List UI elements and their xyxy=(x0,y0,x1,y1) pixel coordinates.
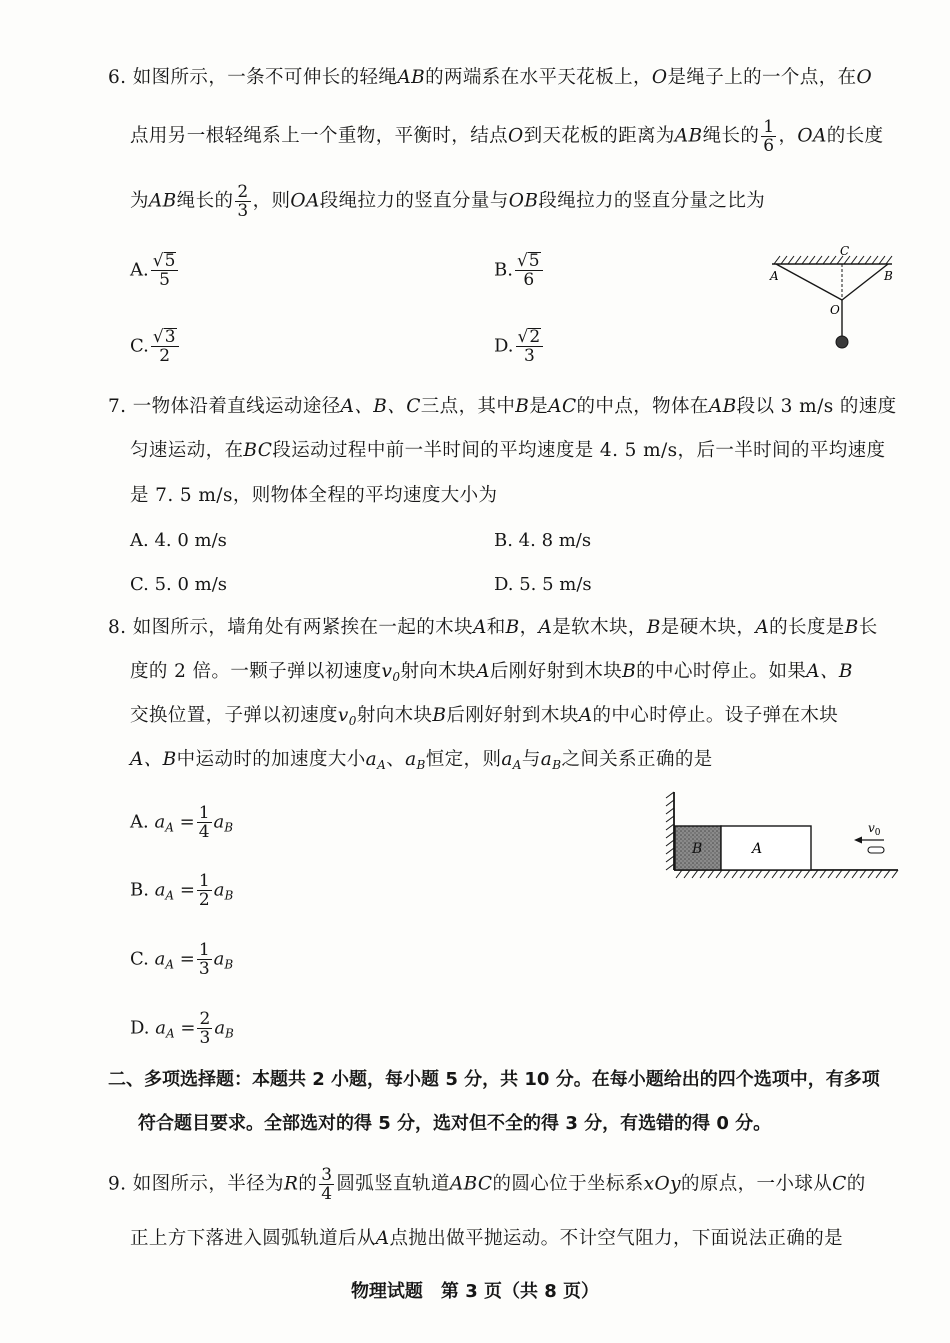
q8-option-c[interactable] xyxy=(130,941,233,978)
q8-text: 交换位置，子弹以初速度 xyxy=(130,705,338,726)
option-label: C. xyxy=(130,948,149,970)
q8-line-4 xyxy=(130,748,713,777)
option-label: B. xyxy=(130,879,149,901)
q8-text: 、 xyxy=(386,749,406,770)
equals-sign: = xyxy=(180,1017,196,1039)
q6-var: OA xyxy=(290,190,320,212)
q6-text: 是绳子上的一个点，在 xyxy=(667,67,857,88)
option-subscript: B xyxy=(224,888,234,903)
fraction-numerator: 3 xyxy=(321,1165,333,1185)
label-o: O xyxy=(830,303,840,317)
rope-oa xyxy=(776,264,842,300)
q7-line-1 xyxy=(108,395,897,419)
q8-text: 的长度是 xyxy=(769,617,845,638)
q6-text: 绳长的 xyxy=(702,125,760,147)
wall-hatch xyxy=(666,792,674,870)
page-footer: 物理试题 第 3 页（共 8 页） xyxy=(350,1281,600,1302)
option-subscript: A xyxy=(165,888,175,903)
fraction xyxy=(197,872,212,909)
block-a-label: A xyxy=(752,841,763,857)
fraction-numerator: 1 xyxy=(763,117,775,137)
sqrt-sign-icon: √ xyxy=(152,251,164,271)
fraction xyxy=(761,118,776,155)
section2-heading-line-1: 二、多项选择题：本题共 2 小题，每小题 5 分，共 10 分。在每小题给出的四个选项中，有多项 xyxy=(108,1069,880,1090)
fraction xyxy=(515,252,543,289)
fraction-denominator: 4 xyxy=(321,1184,333,1204)
fraction-denominator: 2 xyxy=(198,890,210,910)
fraction xyxy=(197,804,212,841)
fraction xyxy=(197,941,212,978)
sqrt-content: 5 xyxy=(164,251,176,271)
q9-text: 的 xyxy=(298,1173,318,1195)
q9-text: 的圆心位于坐标系 xyxy=(492,1173,644,1195)
q6-option-c[interactable] xyxy=(130,328,181,365)
q8-text: 中运动时的加速度大小 xyxy=(176,749,366,770)
fraction-denominator: 3 xyxy=(198,959,210,979)
sqrt-sign-icon: √ xyxy=(152,327,164,347)
q6-var: O xyxy=(856,67,873,88)
q8-text: 是硬木块， xyxy=(660,617,756,638)
option-label: C. xyxy=(130,335,149,357)
q8-text: 射向木块 xyxy=(356,705,433,726)
section2-heading-line-2: 符合题目要求。全部选对的得 5 分，选对但不全的得 3 分，有选错的得 0 分。 xyxy=(138,1113,772,1134)
sqrt-content: 2 xyxy=(529,327,541,347)
q8-var: B xyxy=(432,705,447,726)
bullet-icon xyxy=(868,847,884,853)
q8-text: 和 xyxy=(486,617,506,638)
q8-text: 度的 2 倍。一颗子弹以初速度 xyxy=(130,661,382,682)
q6-rope-figure xyxy=(760,238,900,358)
q9-var: R xyxy=(283,1173,299,1195)
q6-option-a[interactable] xyxy=(130,252,180,289)
option-label: D. xyxy=(130,1017,150,1039)
q6-var: AB xyxy=(674,125,703,147)
fraction xyxy=(151,252,179,289)
q8-text: 与 xyxy=(521,749,541,770)
option-label: A. xyxy=(130,259,149,281)
fraction-denominator: 3 xyxy=(523,346,535,366)
fraction-numerator: 1 xyxy=(198,803,210,823)
sqrt xyxy=(518,328,542,346)
q8-text: ， xyxy=(519,617,539,638)
q8-var: a xyxy=(405,749,417,770)
q7-var: AB xyxy=(708,396,737,417)
q7-line-3 xyxy=(130,484,497,508)
q9-text: 9. 如图所示，半径为 xyxy=(108,1173,284,1195)
fraction-numerator: 2 xyxy=(237,182,249,202)
q9-text: 的 xyxy=(846,1173,866,1195)
sqrt-sign-icon: √ xyxy=(517,327,529,347)
fraction-denominator: 3 xyxy=(237,201,249,221)
q7-text: 的中点，物体在 xyxy=(576,396,709,417)
q8-line-3 xyxy=(130,704,838,733)
q8-text: 后刚好射到木块 xyxy=(446,705,579,726)
q7-text: 7. 一物体沿着直线运动途径 xyxy=(108,396,341,417)
fraction-numerator: 2 xyxy=(199,1009,211,1029)
q8-var: B xyxy=(844,617,859,638)
q7-option-a[interactable]: A. 4. 0 m/s xyxy=(130,530,227,551)
fraction xyxy=(197,1010,212,1047)
q8-subscript: 0 xyxy=(348,714,357,728)
q7-option-b[interactable]: B. 4. 8 m/s xyxy=(494,530,592,551)
q6-var: OA xyxy=(797,125,827,147)
q8-var: a xyxy=(365,749,378,770)
q8-var: A xyxy=(578,705,593,726)
q6-var: OB xyxy=(508,190,539,212)
equals-sign: = xyxy=(179,811,195,833)
fraction-numerator xyxy=(515,252,543,271)
q7-text: 段运动过程中前一半时间的平均速度是 4. 5 m/s，后一半时间的平均速度 xyxy=(272,440,886,461)
fraction-numerator xyxy=(151,252,179,271)
sqrt-sign-icon: √ xyxy=(516,251,528,271)
option-label: A. xyxy=(130,811,149,833)
option-var: a xyxy=(214,1017,226,1039)
option-subscript: B xyxy=(225,1026,234,1041)
q8-text: 后刚好射到木块 xyxy=(489,661,623,682)
q8-subscript: A xyxy=(512,758,522,772)
block-a xyxy=(721,826,811,870)
fraction-numerator: 1 xyxy=(198,871,210,891)
option-var: a xyxy=(213,811,225,833)
q9-text: 圆弧竖直轨道 xyxy=(336,1173,450,1195)
q8-text: 8. 如图所示，墙角处有两紧挨在一起的木块 xyxy=(108,617,473,638)
option-subscript: B xyxy=(224,820,234,835)
q7-option-d[interactable]: D. 5. 5 m/s xyxy=(494,574,592,595)
q8-blocks-figure xyxy=(664,790,900,884)
fraction-numerator xyxy=(516,328,544,347)
q6-option-d[interactable] xyxy=(494,328,545,365)
q8-text: 是软木块， xyxy=(552,617,647,638)
q8-text: 的中心时停止。设子弹在木块 xyxy=(592,705,839,726)
q9-line-2 xyxy=(130,1227,843,1251)
q8-var: A xyxy=(476,661,490,682)
q8-var: v xyxy=(381,661,393,682)
fraction-numerator xyxy=(151,328,179,347)
fraction xyxy=(235,183,250,220)
option-label: B. xyxy=(494,259,513,281)
sqrt-content: 3 xyxy=(164,327,176,347)
q7-var: B xyxy=(515,396,530,417)
q7-var: AC xyxy=(548,396,577,417)
q8-subscript: B xyxy=(552,758,562,772)
option-label: D. xyxy=(494,335,514,357)
q8-var: A xyxy=(472,617,487,638)
q7-line-2 xyxy=(130,439,885,463)
q8-var: a xyxy=(501,749,513,770)
q7-var: A、B、C xyxy=(340,396,421,417)
q6-text: 段绳拉力的竖直分量之比为 xyxy=(538,190,766,212)
q8-option-b[interactable] xyxy=(130,872,233,909)
q7-text: 是 7. 5 m/s，则物体全程的平均速度大小为 xyxy=(130,485,498,506)
q6-line-2 xyxy=(130,118,883,155)
option-subscript: A xyxy=(165,957,174,972)
fraction xyxy=(151,328,179,365)
q6-var: AB xyxy=(148,190,177,212)
q7-text: 段以 3 m/s 的速度 xyxy=(736,396,897,417)
q8-option-d[interactable] xyxy=(130,1010,234,1047)
q8-text: 恒定，则 xyxy=(425,749,502,770)
ceiling-hatch xyxy=(774,256,892,264)
q8-text: 的中心时停止。如果 xyxy=(636,661,807,682)
q7-option-c[interactable]: C. 5. 0 m/s xyxy=(130,574,228,595)
sqrt xyxy=(517,252,541,270)
q7-text: 是 xyxy=(529,396,549,417)
q8-var: v xyxy=(337,705,349,726)
q8-line-2 xyxy=(130,660,853,689)
floor-hatch xyxy=(676,870,898,878)
q6-var: AB xyxy=(397,67,426,88)
block-b-label: B xyxy=(692,841,703,857)
option-var: a xyxy=(213,879,225,901)
fraction xyxy=(319,1166,334,1203)
q8-text: 之间关系正确的是 xyxy=(561,749,713,770)
q9-text: 正上方下落进入圆弧轨道后从 xyxy=(130,1228,376,1249)
q9-var: xOy xyxy=(643,1173,681,1195)
q7-text: 匀速运动，在 xyxy=(130,440,244,461)
velocity-label: $v_0$ xyxy=(868,821,881,838)
q6-text: 为 xyxy=(130,190,149,212)
q9-text: 点抛出做平抛运动。不计空气阻力，下面说法正确的是 xyxy=(389,1228,844,1249)
q8-subscript: A xyxy=(377,758,387,772)
fraction-denominator: 2 xyxy=(159,346,171,366)
label-b: B xyxy=(884,269,893,283)
q8-text: 长 xyxy=(858,617,878,638)
q6-text: ，则 xyxy=(252,190,291,212)
q8-var: A xyxy=(538,617,553,638)
q7-var: BC xyxy=(243,440,273,461)
q8-var: A、B xyxy=(806,661,853,682)
sqrt xyxy=(153,252,177,270)
q9-var: C xyxy=(832,1173,847,1195)
option-subscript: A xyxy=(165,1026,175,1041)
fraction-denominator: 4 xyxy=(198,822,210,842)
q6-text: 点用另一根轻绳系上一个重物，平衡时，结点 xyxy=(130,125,509,147)
q9-line-1 xyxy=(108,1166,866,1203)
option-var: a xyxy=(155,1017,166,1039)
q6-option-b[interactable] xyxy=(494,252,545,289)
q9-var: A xyxy=(375,1228,390,1249)
fraction-denominator: 6 xyxy=(523,270,535,290)
equals-sign: = xyxy=(179,879,195,901)
label-c: C xyxy=(840,244,850,258)
option-var: a xyxy=(154,811,166,833)
rope-ob xyxy=(842,264,888,300)
q6-text: 的长度 xyxy=(826,125,884,147)
q6-var: O xyxy=(651,67,668,88)
q9-var: ABC xyxy=(449,1173,493,1195)
q8-var: B xyxy=(622,661,637,682)
q8-var: A、B xyxy=(130,749,177,770)
label-a: A xyxy=(770,269,779,283)
q6-text: 段绳拉力的竖直分量与 xyxy=(319,190,509,212)
option-var: a xyxy=(154,879,166,901)
q8-subscript: 0 xyxy=(392,670,401,684)
fraction-numerator: 1 xyxy=(198,940,210,960)
q9-text: 的原点，一小球从 xyxy=(680,1173,833,1195)
velocity-arrowhead-icon xyxy=(854,837,862,844)
q6-line-3 xyxy=(130,183,765,220)
fraction xyxy=(516,328,544,365)
q8-var: B xyxy=(646,617,661,638)
q8-option-a[interactable] xyxy=(130,804,233,841)
q6-text: ， xyxy=(778,125,798,147)
option-var: a xyxy=(154,948,166,970)
q6-text: 6. 如图所示，一条不可伸长的轻绳 xyxy=(108,67,398,88)
q6-text: 的两端系在水平天花板上， xyxy=(425,67,652,88)
q6-text: 到天花板的距离为 xyxy=(523,125,675,147)
q6-line-1 xyxy=(108,66,872,90)
q8-var: B xyxy=(505,617,520,638)
q8-var: a xyxy=(540,749,553,770)
option-var: a xyxy=(213,948,225,970)
q8-var: A xyxy=(755,617,770,638)
q6-var: O xyxy=(508,125,524,147)
q7-text: 三点，其中 xyxy=(420,396,516,417)
weight-ball-icon xyxy=(836,336,848,348)
fraction-denominator: 3 xyxy=(199,1028,211,1048)
fraction-denominator: 6 xyxy=(763,136,775,156)
q8-text: 射向木块 xyxy=(400,661,477,682)
q8-line-1 xyxy=(108,616,878,640)
q8-subscript: B xyxy=(416,758,426,772)
option-subscript: B xyxy=(224,957,234,972)
fraction-denominator: 5 xyxy=(159,270,170,290)
equals-sign: = xyxy=(179,948,195,970)
sqrt xyxy=(153,328,177,346)
option-subscript: A xyxy=(165,820,174,835)
q6-text: 绳长的 xyxy=(176,190,234,212)
sqrt-content: 5 xyxy=(528,251,540,271)
